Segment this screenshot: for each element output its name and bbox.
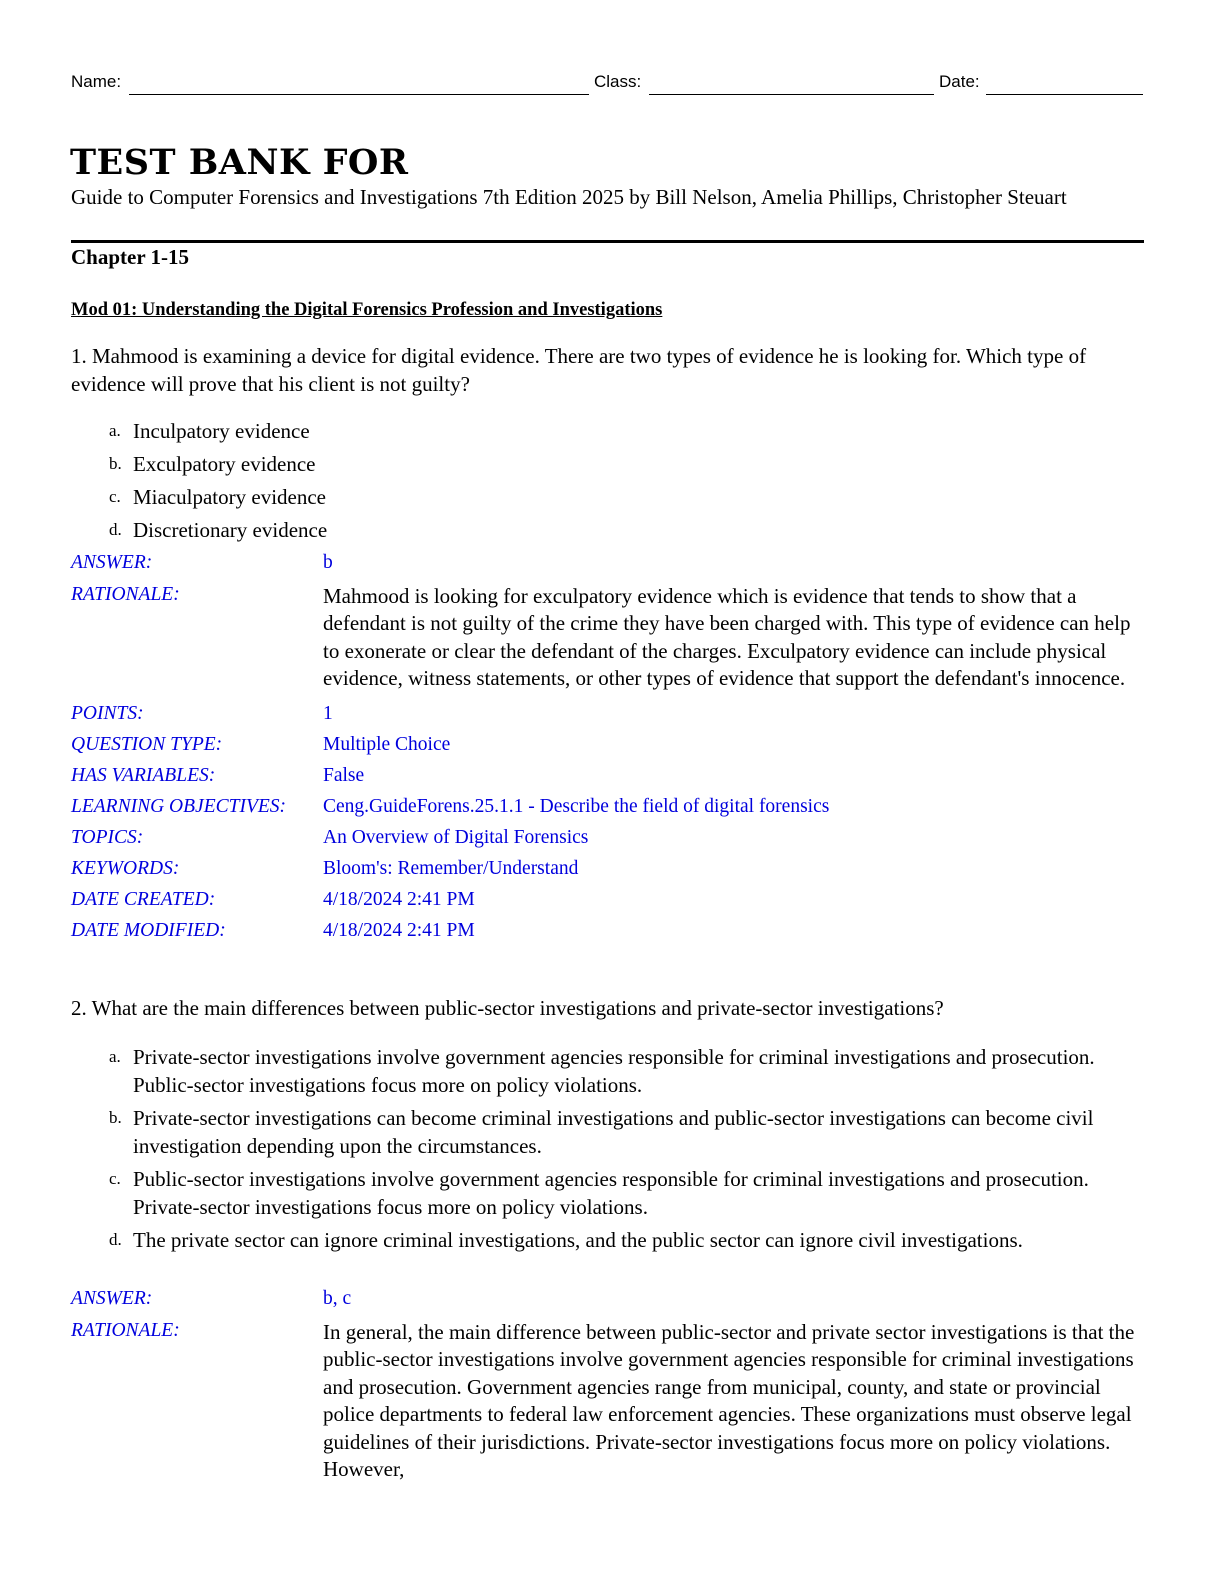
question-2-options (104, 1043, 1114, 1254)
question-1-option-d: d. Discretionary evidence (109, 518, 328, 542)
question-1-options (104, 417, 1114, 544)
question-1-meta (71, 552, 1141, 951)
question-1-learning-objectives: LEARNING OBJECTIVES: Ceng.GuideForens.25.1.1 - Describe the field of digital forensics (71, 795, 830, 817)
page-title: TEST BANK FOR (70, 142, 409, 183)
question-2-option-b: b. Private-sector investigations can become criminal investigations and public-sector investigations can become civil investigation depending upon the circumstances. (109, 1106, 1094, 1158)
class-blank (649, 94, 934, 95)
chapter-heading: Chapter 1-15 (71, 245, 190, 269)
date-label: Date: (939, 72, 980, 91)
name-label: Name: (71, 72, 122, 91)
question-1-rationale: RATIONALE: Mahmood is looking for exculpatory evidence which is evidence that tends to show that a defendant is not guilty of the crime they have been charged with. This type of evidence can help to exonerate or clear the defendant of the charges. Exculpatory evidence can include physical evidence, witness statements, or other types of evidence that support the defendant's innocence. (71, 584, 1131, 691)
question-1-option-c: c. Miaculpatory evidence (109, 485, 326, 509)
module-heading: Mod 01: Understanding the Digital Forensics Profession and Investigations (71, 300, 663, 320)
question-2-option-d: d. The private sector can ignore criminal investigations, and the public sector can ignore civil investigations. (109, 1228, 1023, 1252)
question-1-points: POINTS: 1 (71, 702, 333, 724)
question-1-keywords: KEYWORDS: Bloom's: Remember/Understand (71, 857, 579, 879)
book-subtitle: Guide to Computer Forensics and Investigations 7th Edition 2025 by Bill Nelson, Amelia Phillips, Christopher Steuart (71, 185, 1067, 209)
class-label: Class: (594, 72, 642, 91)
question-2-rationale: RATIONALE: In general, the main difference between public-sector and private sector investigations is that the public-sector investigations involve government agencies responsible for criminal investigations and prosecution. Government agencies range from municipal, county, and state or provincial police departments to federal law enforcement agencies. These organizations must observe legal guidelines of their jurisdictions. Private-sector investigations focus more on policy violations. However, (71, 1320, 1135, 1482)
question-1-question-type: QUESTION TYPE: Multiple Choice (71, 733, 451, 755)
question-1-has-variables: HAS VARIABLES: False (71, 764, 365, 786)
question-2-option-a: a. Private-sector investigations involve government agencies responsible for criminal investigations and prosecution. Public-sector investigations focus more on policy violations. (109, 1045, 1095, 1097)
question-1-date-created: DATE CREATED: 4/18/2024 2:41 PM (71, 888, 475, 910)
question-2-answer: ANSWER: b, c (71, 1288, 352, 1309)
question-1-topics: TOPICS: An Overview of Digital Forensics (71, 826, 589, 848)
question-2-option-c: c. Public-sector investigations involve government agencies responsible for criminal investigations and prosecution. Private-sector investigations focus more on policy violations. (109, 1167, 1089, 1219)
question-1-answer: ANSWER: b (71, 552, 333, 573)
question-2-text: 2. What are the main differences between public-sector investigations and private-sector investigations? (71, 996, 944, 1020)
question-1-date-modified: DATE MODIFIED: 4/18/2024 2:41 PM (71, 919, 475, 941)
question-1-option-b: b. Exculpatory evidence (109, 452, 316, 476)
date-blank (986, 94, 1143, 95)
question-1-option-a: a. Inculpatory evidence (109, 419, 310, 443)
title-divider (71, 240, 1144, 243)
name-blank (129, 94, 589, 95)
question-1-text: 1. Mahmood is examining a device for digital evidence. There are two types of evidence he is looking for. Which type of evidence will prove that his client is not guilty? (71, 344, 1087, 396)
question-2-meta (71, 1288, 1141, 1483)
